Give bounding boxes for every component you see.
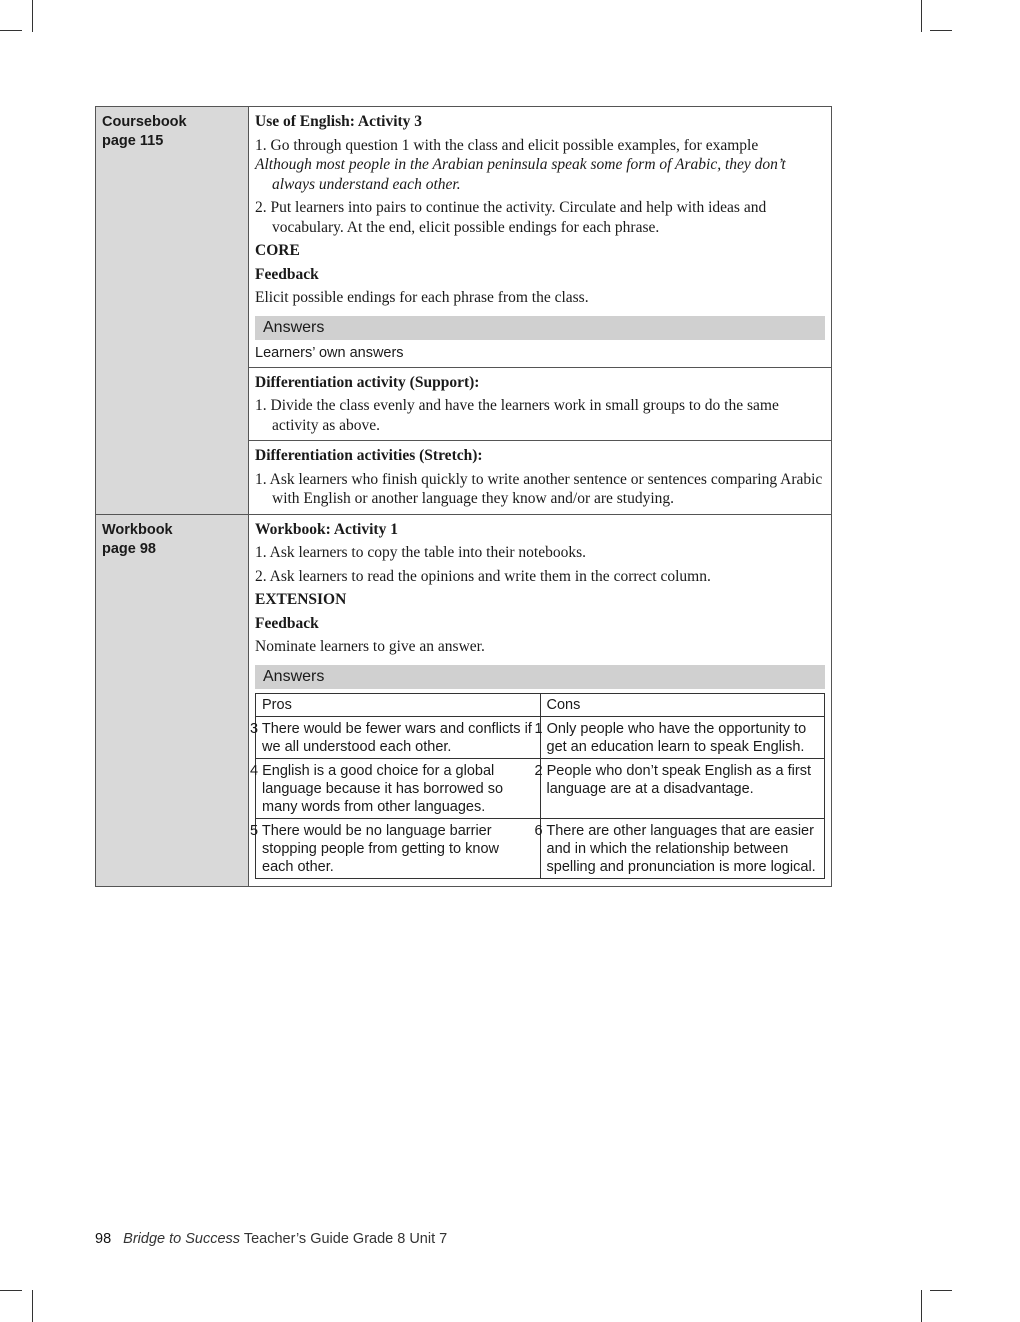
table-header-row: [256, 693, 825, 716]
table-row: [256, 758, 825, 818]
pros-cell: 5 There would be no language barrier stopping people from getting to know each other.: [256, 818, 541, 878]
feedback-text: Elicit possible endings for each phrase from the class.: [255, 289, 589, 306]
crop-mark: [32, 0, 33, 32]
stretch-block: [249, 440, 831, 514]
cons-cell: 1 Only people who have the opportunity to get an education learn to speak English.: [540, 716, 825, 758]
crop-mark: [921, 0, 922, 32]
page-footer: [95, 1231, 447, 1247]
support-heading: Differentiation activity (Support):: [255, 373, 480, 391]
crop-mark: [0, 1290, 22, 1291]
table-row: [256, 716, 825, 758]
reference-page: page 115: [102, 133, 164, 149]
step-1: [255, 136, 825, 195]
activity-title: Workbook: Activity 1: [255, 520, 398, 538]
cons-cell: 2 People who don’t speak English as a first language are at a disadvantage.: [540, 758, 825, 818]
crop-mark: [921, 1290, 922, 1322]
table-row: [256, 818, 825, 878]
page-number: 98: [95, 1231, 112, 1247]
activity-block: [249, 515, 831, 886]
pros-cell: 4 English is a good choice for a global language because it has borrowed so many words from other languages.: [256, 758, 541, 818]
reference-cell: [96, 107, 249, 515]
reference-book: Workbook: [102, 521, 173, 538]
pros-cons-table: [250, 693, 825, 879]
crop-mark: [930, 1290, 952, 1291]
answers-heading: Answers: [255, 316, 825, 340]
book-title: Bridge to Success: [123, 1231, 241, 1247]
step-2: 2. Put learners into pairs to continue the activity. Circulate and help with ideas and vocabulary. At the end, elicit possible endings for each phrase.: [255, 199, 767, 236]
step-1: 1. Ask learners to copy the table into their notebooks.: [255, 544, 587, 561]
content-cell: [249, 514, 832, 886]
answers-text: Learners’ own answers: [255, 344, 404, 361]
support-block: [249, 367, 831, 441]
answers-heading: Answers: [255, 665, 825, 689]
crop-mark: [0, 30, 22, 31]
reference-page: page 98: [102, 540, 156, 557]
workbook-row: [96, 514, 832, 886]
pros-header: Pros: [256, 693, 541, 716]
reference-book: Coursebook: [102, 114, 187, 130]
support-step: 1. Divide the class evenly and have the learners work in small groups to do the same activity as above.: [255, 397, 779, 434]
feedback-heading: Feedback: [255, 614, 319, 632]
content-cell: [249, 107, 832, 515]
activity-title: Use of English: Activity 3: [255, 113, 423, 130]
stretch-heading: Differentiation activities (Stretch):: [255, 447, 483, 464]
level-label: EXTENSION: [255, 591, 347, 608]
coursebook-row: [96, 107, 832, 515]
step-2: 2. Ask learners to read the opinions and write them in the correct column.: [255, 567, 711, 585]
crop-mark: [930, 30, 952, 31]
cons-header: Cons: [540, 693, 825, 716]
reference-cell: [96, 514, 249, 886]
step-1-example: Although most people in the Arabian peninsula speak some form of Arabic, they don’t always understand each other.: [255, 156, 786, 193]
pros-cell: 3 There would be fewer wars and conflicts if we all understood each other.: [256, 716, 541, 758]
cons-cell: 6 There are other languages that are easier and in which the relationship between spelling and pronunciation is more logical.: [540, 818, 825, 878]
book-subtitle: Teacher’s Guide Grade 8 Unit 7: [243, 1231, 448, 1247]
activity-block: [249, 107, 831, 367]
crop-mark: [32, 1290, 33, 1322]
level-label: CORE: [255, 242, 300, 259]
feedback-heading: Feedback: [255, 265, 319, 283]
feedback-text: Nominate learners to give an answer.: [255, 638, 485, 655]
stretch-step: 1. Ask learners who finish quickly to write another sentence or sentences comparing Arabic with English or another language they know and/or are studying.: [255, 470, 823, 507]
lesson-plan-table: [95, 106, 832, 887]
step-1-text: 1. Go through question 1 with the class and elicit possible examples, for example: [255, 136, 759, 154]
